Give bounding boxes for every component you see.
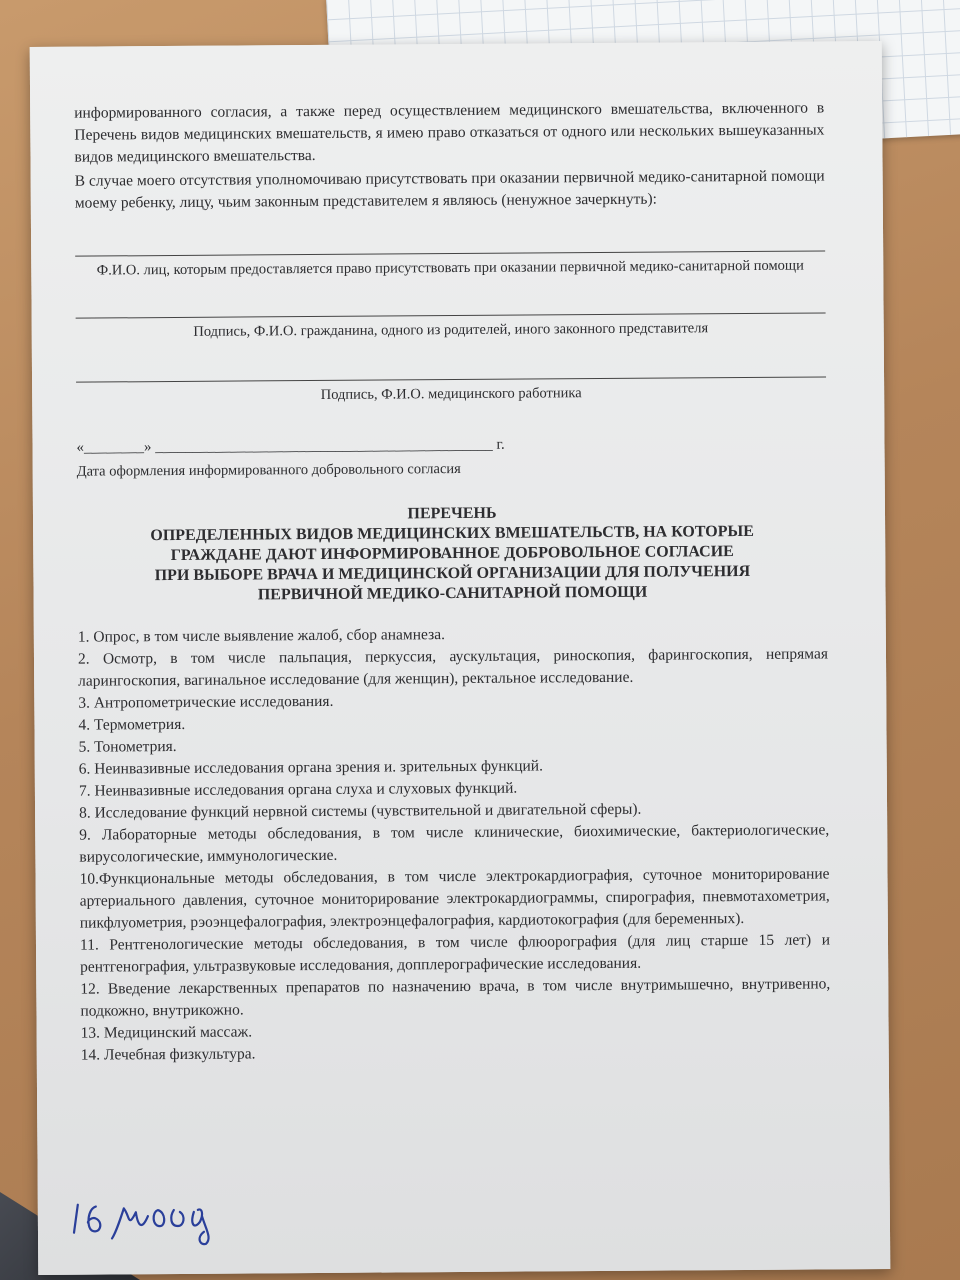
list-item: 1. Опрос, в том числе выявление жалоб, сбор анамнеза.: [77, 626, 445, 646]
list-item: 4. Термометрия.: [78, 715, 186, 734]
consent-form-page: [30, 41, 891, 1275]
caption-signature-citizen: Подпись, Ф.И.О. гражданина, одного из родителей, иного законного представителя: [193, 320, 709, 340]
caption-fio-persons: Ф.И.О. лиц, которым предоставляется право присутствовать при оказании первичной медико-санитарной помощи: [96, 257, 804, 279]
list-title-line-5: ПЕРВИЧНОЙ МЕДИКО-САНИТАРНОЙ ПОМОЩИ: [257, 583, 648, 604]
list-item: 13. Медицинский массаж.: [80, 1023, 253, 1042]
list-item: 10.Функциональные методы обследования, в том числе электрокардиография, суточное мониторирование артериального давления, суточное мониторирование электрокардиограммы, спирография, пневмотахометрия, пикфлуометрия, рэоэнцефалография, электроэнцефалография, кардиотокография (для беременных).: [79, 865, 830, 932]
interventions-list: [78, 621, 831, 1066]
list-item: 3. Антропометрические исследования.: [78, 692, 334, 712]
date-caption: Дата оформления информированного добровольного согласия: [76, 460, 461, 480]
page-content: [74, 97, 831, 1066]
list-item: 11. Рентгенологические методы обследования, в том числе флюорография (для лиц старше 15 лет) и рентгенография, ультразвуковые исследования, допплерографические исследования.: [79, 931, 831, 976]
list-title-line-2: ОПРЕДЕЛЕННЫХ ВИДОВ МЕДИЦИНСКИХ ВМЕШАТЕЛЬСТВ, НА КОТОРЫЕ: [150, 522, 754, 545]
list-item: 5. Тонометрия.: [78, 737, 177, 756]
handwritten-note: [66, 1185, 286, 1247]
date-line[interactable]: «________» _____________________________________________ г.: [76, 436, 505, 456]
list-item: 8. Исследование функций нервной системы (чувствительной и двигательной сферы).: [79, 800, 642, 822]
caption-signature-medic: Подпись, Ф.И.О. медицинского работника: [320, 385, 582, 403]
top-paragraph: информированного согласия, а также перед осуществлением медицинского вмешательства, включенного в Перечень видов медицинских вмешательств, я имею право отказаться от одного или нескольких вышеуказанных видов медицинского вмешательства.: [74, 99, 825, 166]
list-item: 14. Лечебная физкультура.: [80, 1045, 256, 1064]
list-title-line-1: ПЕРЕЧЕНЬ: [407, 504, 497, 523]
list-title-line-4: ПРИ ВЫБОРЕ ВРАЧА И МЕДИЦИНСКОЙ ОРГАНИЗАЦИИ ДЛЯ ПОЛУЧЕНИЯ: [154, 562, 751, 585]
list-item: 12. Введение лекарственных препаратов по назначению врача, в том числе внутримышечно, внутривенно, подкожно, внутрикожно.: [80, 975, 831, 1020]
list-item: 9. Лабораторные методы обследования, в том числе клинические, биохимические, бактериологические, вирусологические, иммунологические.: [79, 821, 830, 866]
list-item: 6. Неинвазивные исследования органа зрения и. зрительных функций.: [78, 757, 544, 778]
list-item: 2. Осмотр, в том числе пальпация, перкуссия, аускультация, риноскопия, фарингоскопия, непрямая ларингоскопия, вагинальное исследование (для женщин), ректальное исследование.: [77, 645, 829, 690]
list-title: [77, 501, 828, 606]
list-title-line-3: ГРАЖДАНЕ ДАЮТ ИНФОРМИРОВАННОЕ ДОБРОВОЛЬНОЕ СОГЛАСИЕ: [170, 543, 734, 565]
list-item: 7. Неинвазивные исследования органа слуха и слуховых функций.: [78, 779, 518, 800]
authorize-paragraph: В случае моего отсутствия уполномочиваю присутствовать при оказании первичной медико-санитарной помощи моему ребенку, лицу, чьим законным представителем я являюсь (ненужное зачеркнуть):: [74, 167, 825, 212]
